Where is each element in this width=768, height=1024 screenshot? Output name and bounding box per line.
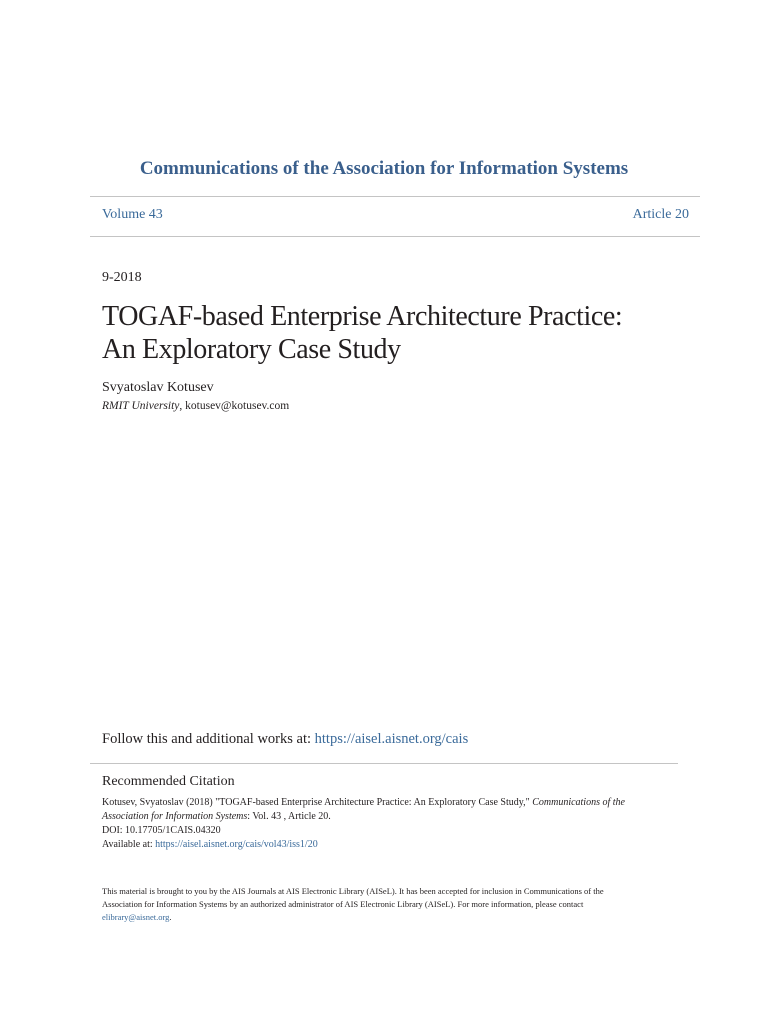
divider-top <box>90 196 700 197</box>
citation-journal-b: Association for Information Systems <box>102 811 248 822</box>
citation-line-2 <box>102 810 682 824</box>
citation-volume: : Vol. 43 , Article 20. <box>247 811 331 822</box>
library-notice <box>102 885 682 924</box>
paper-title <box>102 300 702 366</box>
available-label: Available at: <box>102 839 153 850</box>
available-link[interactable]: https://aisel.aisnet.org/cais/vol43/iss1/20 <box>155 839 318 850</box>
journal-title[interactable]: Communications of the Association for Information Systems <box>139 158 629 179</box>
citation-text: Kotusev, Svyatoslav (2018) "TOGAF-based Enterprise Architecture Practice: An Exploratory Case Study," <box>102 797 530 808</box>
contact-email-link[interactable]: elibrary@aisnet.org <box>102 912 170 922</box>
follow-line <box>102 731 468 748</box>
citation-available <box>102 838 682 852</box>
recommended-citation-heading: Recommended Citation <box>102 774 235 789</box>
volume-row <box>102 207 689 223</box>
notice-line-1: This material is brought to you by the AIS Journals at AIS Electronic Library (AISeL). It has been accepted for inclusion in Communications of the <box>102 886 604 896</box>
affiliation-name: RMIT University <box>102 400 180 412</box>
paper-title-line-1: TOGAF-based Enterprise Architecture Practice: <box>102 301 623 332</box>
notice-line-2: Association for Information Systems by an authorized administrator of AIS Electronic Library (AISeL). For more information, please contact <box>102 899 584 909</box>
author-affiliation: RMIT University, kotusev@kotusev.com <box>102 400 290 412</box>
paper-title-line-2: An Exploratory Case Study <box>102 334 401 365</box>
notice-period: . <box>169 912 172 922</box>
follow-link[interactable]: https://aisel.aisnet.org/cais <box>314 731 469 747</box>
follow-label: Follow this and additional works at: <box>102 731 312 747</box>
volume-link[interactable]: Volume 43 <box>102 207 163 222</box>
divider-volume <box>90 236 700 237</box>
citation-block <box>102 796 682 852</box>
citation-doi: DOI: 10.17705/1CAIS.04320 <box>102 825 221 836</box>
article-link[interactable]: Article 20 <box>632 207 689 222</box>
notice-line-3 <box>102 911 682 924</box>
citation-line-1 <box>102 796 682 810</box>
citation-journal-a: Communications of the <box>532 797 625 808</box>
author-name: Svyatoslav Kotusev <box>102 380 214 395</box>
divider-citation <box>90 763 678 764</box>
publication-date: 9-2018 <box>102 270 142 285</box>
author-email: kotusev@kotusev.com <box>185 400 290 412</box>
